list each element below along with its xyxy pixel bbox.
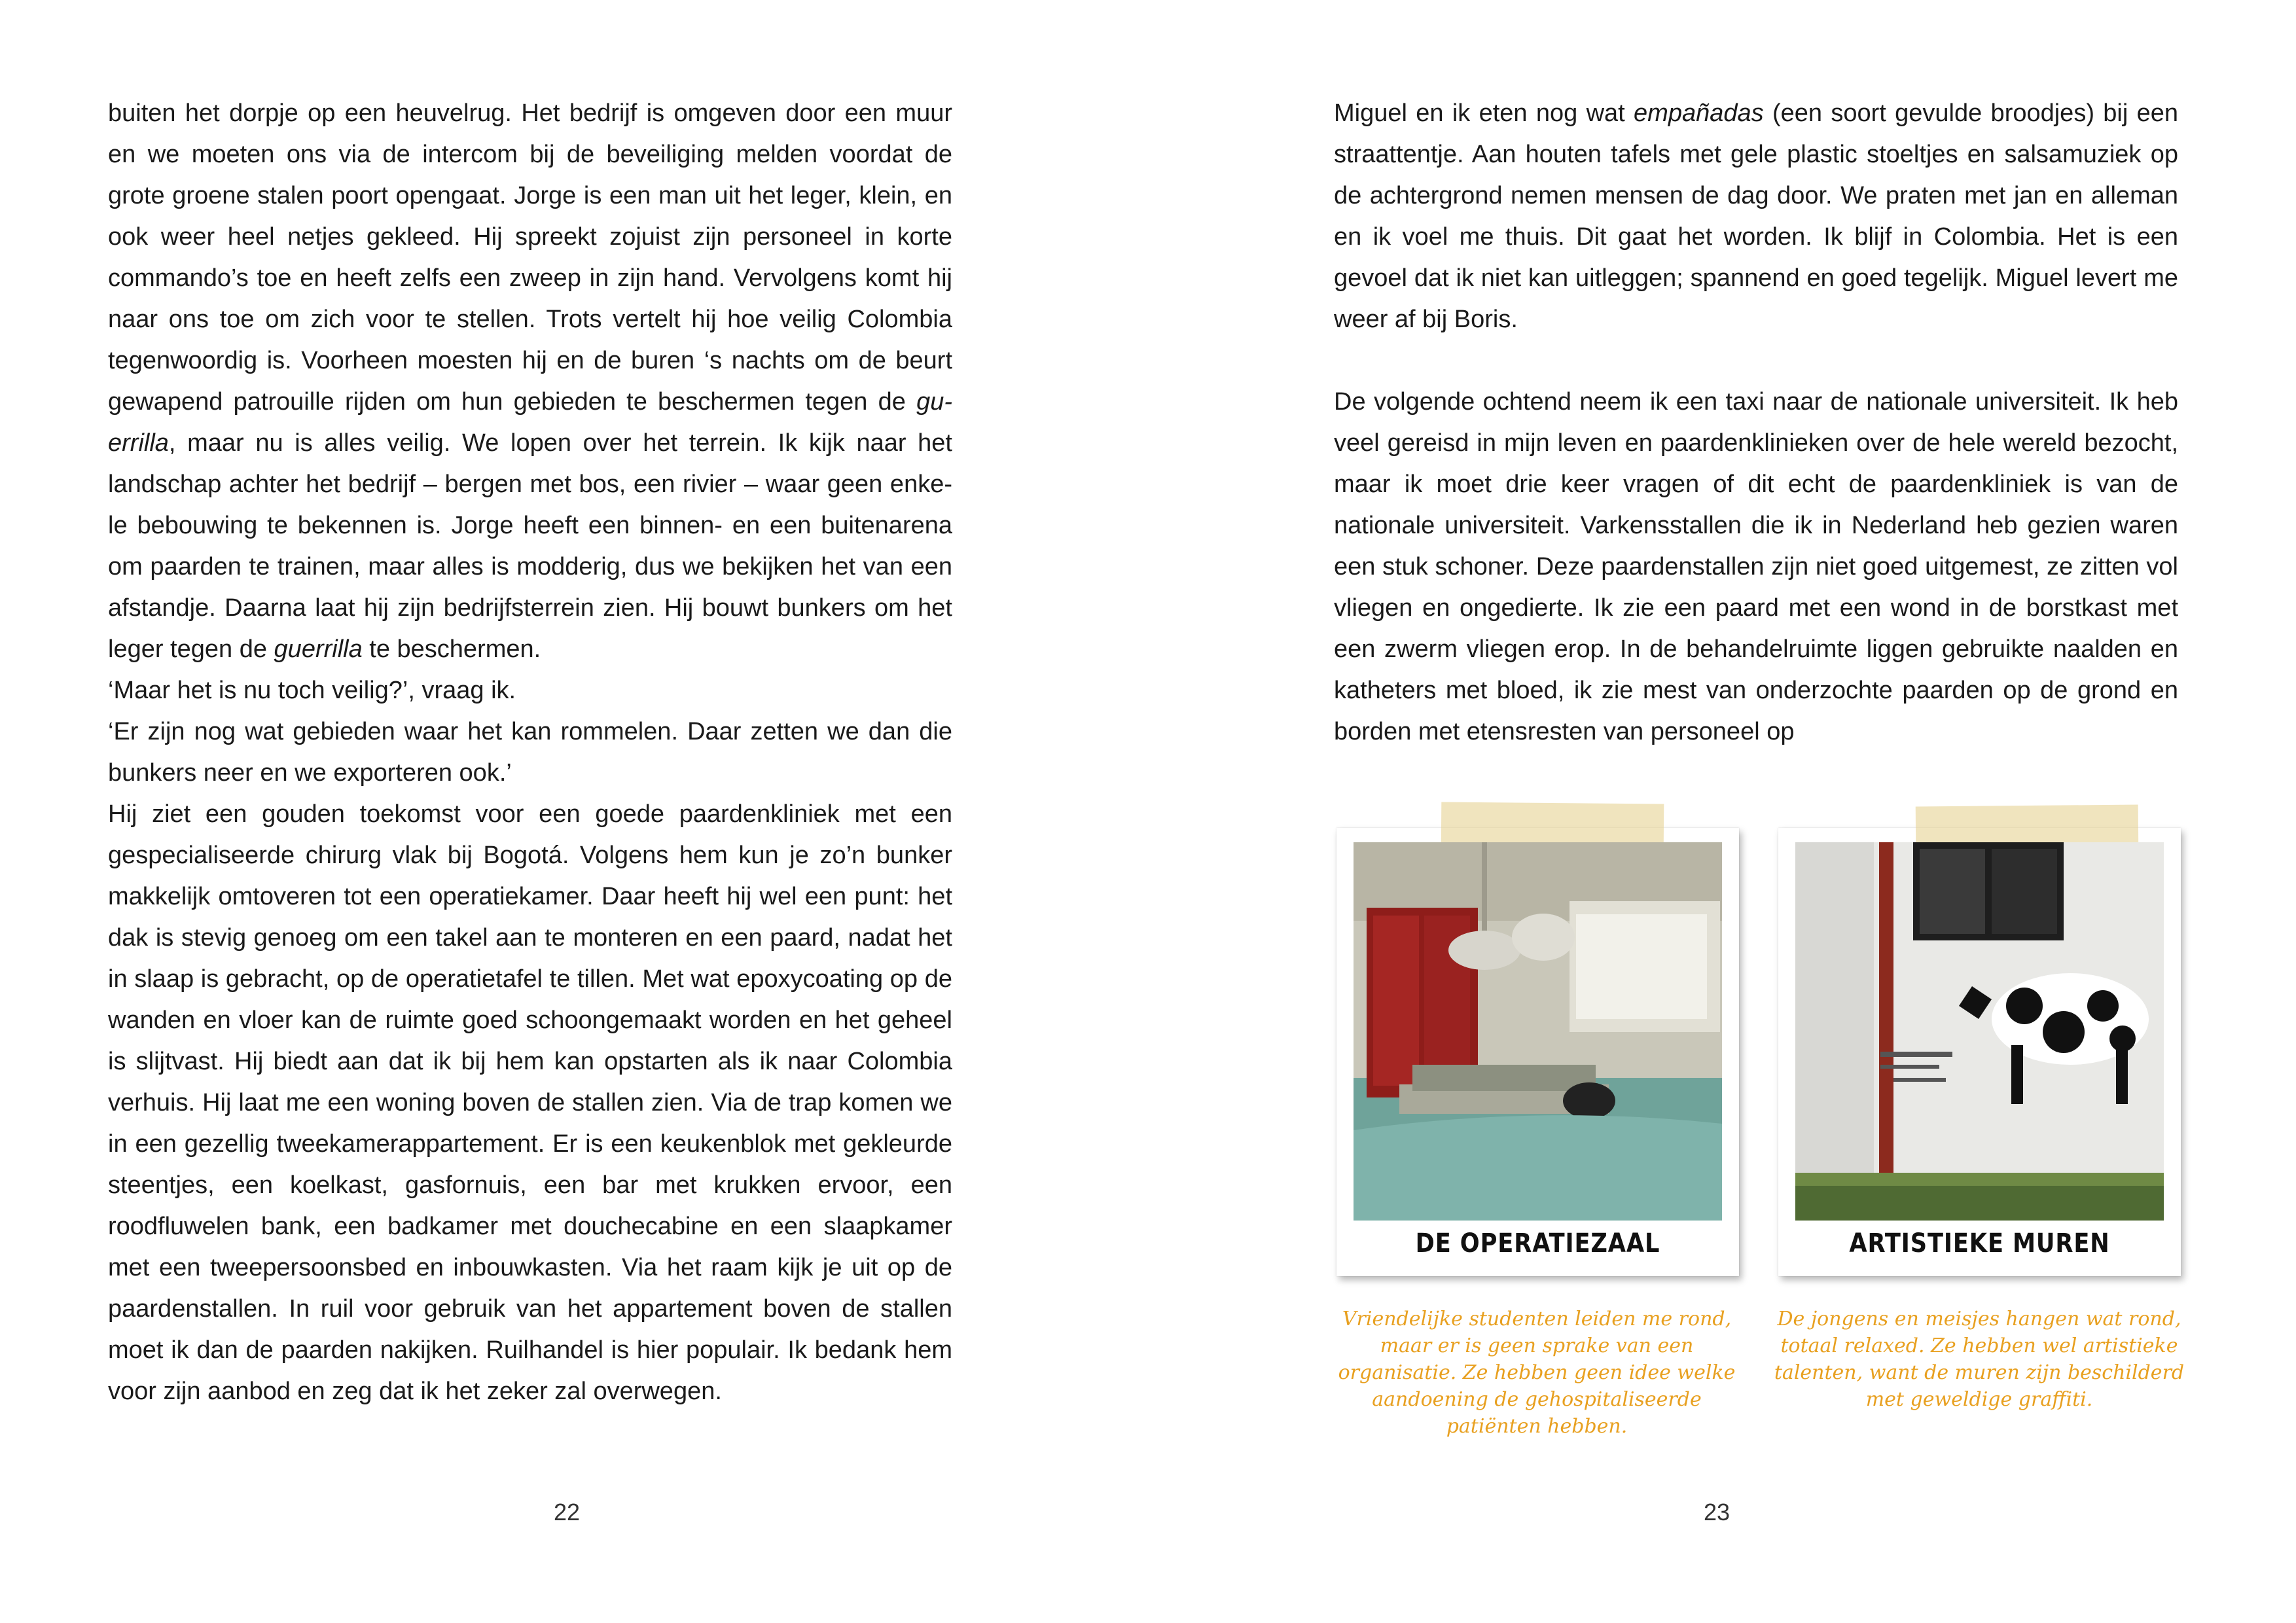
text-run: (een soort gevulde broodjes) bij een straattentje. Aan houten tafels met gele plastic stoeltjes en salsamuziek op de achtergrond nemen mensen de dag door. We praten met jan en alleman en ik voel me thuis. Dit gaat het worden. Ik blijf in Colombia. Het is een gevoel dat ik niet kan uitleggen; spannend en goed tegelijk. Miguel levert me weer af bij Boris. — [1334, 99, 2179, 333]
left-paragraph-2: Hij ziet een gouden toekomst voor een goede paardenkliniek met een gespecialiseerde chirurg vlak bij Bogotá. Volgens hem kun je zo’n bunker makkelijk omtoveren tot een operatiekamer. Daar heeft hij wel een punt: het dak is stevig genoeg om een takel aan te monteren en een paard, nadat het in slaap is gebracht, op de operatietafel te tillen. Met wat epoxycoating op de wanden en vloer kan de ruimte goed schoongemaakt worden en het geheel is slijtvast. Hij biedt aan dat ik bij hem kan opstarten als ik naar Colombia verhuis. Hij laat me een woning boven de stallen zien. Via de trap komen we in een gezellig tweekamerappartement. Er is een keukenblok met gekleurde steentjes, een koelkast, gasfornuis, een bar met krukken ervoor, een roodfluwelen bank, een badkamer met douchecabine en een slaapkamer met een tweepersoonsbed en inbouwkasten. Via het raam kijk je uit op de paardenstallen. In ruil voor gebruik van het appartement boven de stallen moet ik dan de paarden nakijken. Ruilhandel is hier populair. Ik bedank hem voor zijn aanbod en zeg dat ik het zeker zal overwegen. — [108, 800, 952, 1405]
photo-operating-room — [1354, 842, 1722, 1221]
italic-term: empañadas — [1634, 99, 1764, 127]
text-run: Miguel en ik eten nog wat — [1334, 99, 1625, 127]
polaroid-operating-room — [1336, 828, 1739, 1276]
italic-term: guerrilla — [108, 388, 952, 457]
photo-caption: DE OPERATIEZAAL — [1415, 1228, 1660, 1258]
paragraph-gap — [1334, 340, 2178, 382]
photo-note-operating-room: Vriendelijke studenten leiden me rond, maar er is geen sprake van een organisatie. Ze hebben geen idee welke aandoening de gehospitaliseerde patiënten hebben. — [1338, 1308, 1736, 1438]
photo-note-artistic-walls: De jongens en meisjes hangen wat rond, totaal relaxed. Ze hebben wel artistieke talenten, want de muren zijn beschilderd met geweldige graffiti. — [1774, 1308, 2185, 1411]
photo-caption: ARTISTIEKE MUREN — [1849, 1228, 2110, 1258]
right-paragraph-2: De volgende ochtend neem ik een taxi naar de nationale universiteit. Ik heb veel gereisd in mijn leven en paardenklinieken over de hele wereld bezocht, maar ik moet drie keer vragen of dit echt de paardenkliniek is van de nationale universiteit. Varkensstallen die ik in Nederland heb gezien waren een stuk schoner. Deze paardenstallen zijn niet goed uitgemest, ze zitten vol vliegen en ongedierte. Ik zie een paard met een wond in de borstkast met een zwerm vliegen erop. In de behandelruimte liggen gebruikte naalden en katheters met bloed, ik zie mest van onderzochte paarden op de grond en borden met etensresten van personeel op — [1334, 388, 2178, 745]
dialogue-line: ‘Er zijn nog wat gebieden waar het kan rommelen. Daar zetten we dan die bunkers neer en we exporteren ook.’ — [108, 718, 952, 787]
right-body-text — [1334, 93, 2178, 753]
italic-term: guerrilla — [274, 635, 363, 663]
left-body-text — [108, 93, 952, 1412]
left-paragraph-1 — [108, 93, 952, 670]
page-number: 23 — [1703, 1499, 1731, 1525]
right-paragraph-1 — [1334, 93, 2178, 340]
dialogue-line: ‘Maar het is nu toch veilig?’, vraag ik. — [108, 677, 516, 704]
polaroid-artistic-walls — [1778, 828, 2181, 1276]
text-run: buiten het dorpje op een heuvelrug. Het bedrijf is omgeven door een muur en we moeten ons via de intercom bij de beveiliging melden voordat de grote groene stalen poort opengaat. Jorge is een man uit het leger, klein, en ook weer heel netjes gekleed. Hij spreekt zojuist zijn personeel in korte commando’s toe en heeft zelfs een zweep in zijn hand. Vervolgens komt hij naar ons toe om zich voor te stellen. Trots vertelt hij hoe veilig Colombia tegenwoordig is. Voorheen moesten hij en de buren ‘s nachts om de beurt gewapend patrouille rijden om hun gebieden te beschermen tegen de — [108, 99, 952, 416]
page-number: 22 — [553, 1499, 581, 1525]
right-page — [1148, 0, 2296, 1623]
text-run: te beschermen. — [369, 635, 541, 663]
operating-room-image — [1354, 842, 1722, 1221]
text-run: , maar nu is alles veilig. We lopen over het terrein. Ik kijk naar het landschap achter het bedrijf – bergen met bos, een rivier – waar geen enkele bebouwing te bekennen is. Jorge heeft een binnen- en een buitenarena om paarden te trainen, maar alles is modderig, dus we bekijken het van een afstandje. Daarna laat hij zijn bedrijfsterrein zien. Hij bouwt bunkers om het leger tegen de — [108, 429, 952, 663]
photo-artistic-walls — [1795, 842, 2164, 1221]
graffiti-wall-image — [1795, 842, 2164, 1221]
